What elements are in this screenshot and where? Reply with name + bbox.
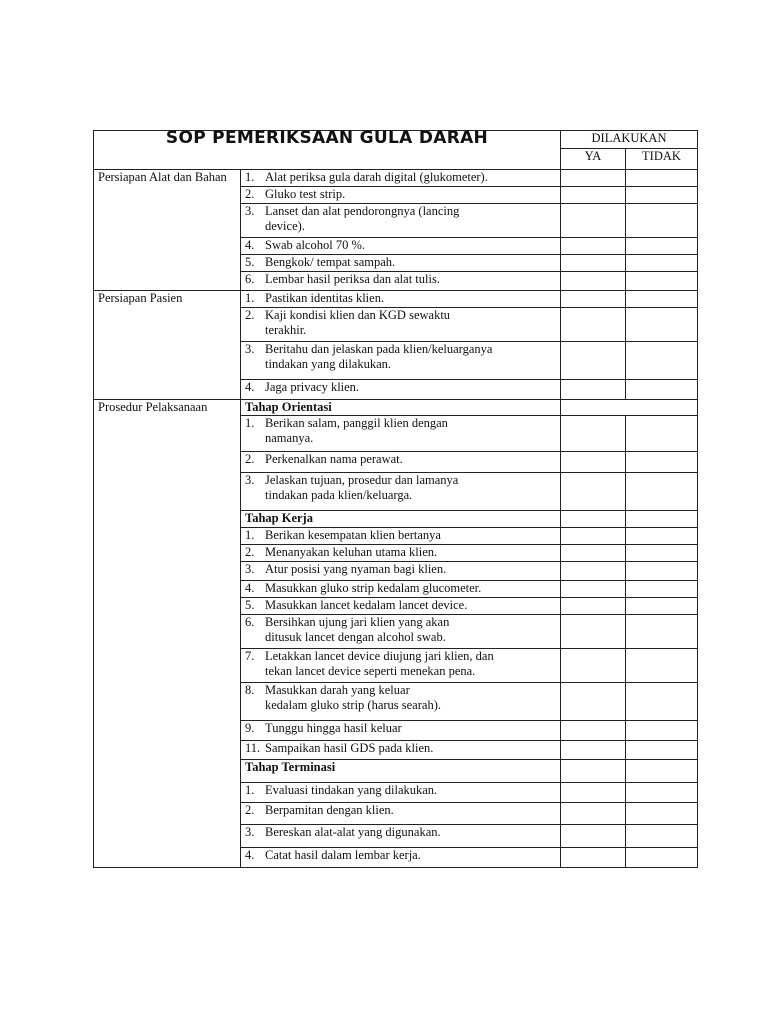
step-number: 3. xyxy=(245,825,255,839)
tidak-checkbox-cell[interactable] xyxy=(626,272,698,291)
ya-checkbox-cell[interactable] xyxy=(561,255,626,272)
step-item xyxy=(241,452,561,473)
step-item xyxy=(241,255,561,272)
step-text: Bengkok/ tempat sampah. xyxy=(265,255,396,269)
tidak-checkbox-cell[interactable] xyxy=(626,581,698,598)
step-text: Alat periksa gula darah digital (glukometer). xyxy=(265,170,488,184)
tidak-checkbox-cell[interactable] xyxy=(626,416,698,452)
ya-checkbox-cell[interactable] xyxy=(561,238,626,255)
tidak-checkbox-cell[interactable] xyxy=(626,615,698,649)
step-text: Pastikan identitas klien. xyxy=(265,291,385,305)
tidak-checkbox-cell[interactable] xyxy=(626,511,698,528)
step-item xyxy=(241,528,561,545)
tidak-checkbox-cell[interactable] xyxy=(626,204,698,238)
ya-checkbox-cell[interactable] xyxy=(561,204,626,238)
ya-checkbox-cell[interactable] xyxy=(561,562,626,581)
ya-checkbox-cell[interactable] xyxy=(561,511,626,528)
tidak-checkbox-cell[interactable] xyxy=(626,825,698,848)
section-label: Persiapan Pasien xyxy=(94,291,241,400)
step-number: 4. xyxy=(245,238,255,252)
step-text: Bersihkan ujung jari klien yang akan xyxy=(265,615,450,629)
ya-checkbox-cell[interactable] xyxy=(561,649,626,683)
step-text: Atur posisi yang nyaman bagi klien. xyxy=(265,562,447,576)
step-number: 1. xyxy=(245,291,255,305)
step-item xyxy=(241,545,561,562)
step-text: Lanset dan alat pendorongnya (lancing xyxy=(265,204,460,218)
step-item xyxy=(241,615,561,649)
step-text: Masukkan lancet kedalam lancet device. xyxy=(265,598,468,612)
ya-checkbox-cell[interactable] xyxy=(561,683,626,721)
tidak-checkbox-cell[interactable] xyxy=(626,741,698,760)
ya-checkbox-cell[interactable] xyxy=(561,848,626,868)
step-number: 4. xyxy=(245,581,255,595)
step-number: 3. xyxy=(245,562,255,576)
ya-checkbox-cell[interactable] xyxy=(561,308,626,342)
tidak-checkbox-cell[interactable] xyxy=(626,803,698,825)
tidak-checkbox-cell[interactable] xyxy=(626,760,698,783)
tidak-checkbox-cell[interactable] xyxy=(626,452,698,473)
step-text: Catat hasil dalam lembar kerja. xyxy=(265,848,421,862)
ya-checkbox-cell[interactable] xyxy=(561,803,626,825)
ya-checkbox-cell[interactable] xyxy=(561,721,626,741)
step-number: 11. xyxy=(245,741,261,755)
phase-heading: Tahap Terminasi xyxy=(241,760,561,783)
tidak-checkbox-cell[interactable] xyxy=(626,598,698,615)
step-text-continued: namanya. xyxy=(265,431,314,445)
checklist-row xyxy=(94,170,698,187)
step-text: Berikan salam, panggil klien dengan xyxy=(265,416,448,430)
tidak-checkbox-cell[interactable] xyxy=(626,562,698,581)
step-number: 1. xyxy=(245,528,255,542)
sop-table xyxy=(93,130,698,868)
step-text-continued: tekan lancet device seperti menekan pena. xyxy=(265,664,476,678)
ya-checkbox-cell[interactable] xyxy=(561,473,626,511)
step-text: Bereskan alat-alat yang digunakan. xyxy=(265,825,441,839)
ya-checkbox-cell[interactable] xyxy=(561,272,626,291)
ya-checkbox-cell[interactable] xyxy=(561,187,626,204)
tidak-checkbox-cell[interactable] xyxy=(626,380,698,400)
phase-row xyxy=(94,400,698,416)
step-item xyxy=(241,170,561,187)
step-number: 5. xyxy=(245,255,255,269)
step-item xyxy=(241,187,561,204)
ya-checkbox-cell[interactable] xyxy=(561,452,626,473)
step-number: 2. xyxy=(245,187,255,201)
tidak-checkbox-cell[interactable] xyxy=(626,308,698,342)
tidak-checkbox-cell[interactable] xyxy=(626,528,698,545)
step-item xyxy=(241,380,561,400)
step-text: Letakkan lancet device diujung jari klien, dan xyxy=(265,649,494,663)
step-item xyxy=(241,272,561,291)
header-row xyxy=(94,131,698,149)
step-item xyxy=(241,204,561,238)
ya-checkbox-cell[interactable] xyxy=(561,825,626,848)
step-number: 3. xyxy=(245,342,255,356)
step-text: Masukkan darah yang keluar xyxy=(265,683,410,697)
step-item xyxy=(241,291,561,308)
step-text-continued: kedalam gluko strip (harus searah). xyxy=(265,698,441,712)
step-text-continued: ditusuk lancet dengan alcohol swab. xyxy=(265,630,446,644)
step-number: 2. xyxy=(245,803,255,817)
step-item xyxy=(241,473,561,511)
ya-checkbox-cell[interactable] xyxy=(561,760,626,783)
ya-checkbox-cell[interactable] xyxy=(561,380,626,400)
step-number: 4. xyxy=(245,848,255,862)
step-text: Tunggu hingga hasil keluar xyxy=(265,721,402,735)
step-number: 9. xyxy=(245,721,255,735)
tidak-checkbox-cell[interactable] xyxy=(626,170,698,187)
tidak-checkbox-cell[interactable] xyxy=(626,473,698,511)
step-text: Beritahu dan jelaskan pada klien/keluarganya xyxy=(265,342,493,356)
step-item xyxy=(241,562,561,581)
step-text: Masukkan gluko strip kedalam glucometer. xyxy=(265,581,482,595)
step-number: 7. xyxy=(245,649,255,663)
ya-header: YA xyxy=(561,149,626,170)
tidak-checkbox-cell[interactable] xyxy=(626,783,698,803)
step-number: 6. xyxy=(245,615,255,629)
ya-checkbox-cell[interactable] xyxy=(561,342,626,380)
step-text-continued: tindakan pada klien/keluarga. xyxy=(265,488,413,502)
phase-check-cell xyxy=(561,400,698,416)
step-item xyxy=(241,416,561,452)
step-item xyxy=(241,825,561,848)
section-label: Prosedur Pelaksanaan xyxy=(94,400,241,868)
step-text: Evaluasi tindakan yang dilakukan. xyxy=(265,783,438,797)
step-text: Jaga privacy klien. xyxy=(265,380,360,394)
ya-checkbox-cell[interactable] xyxy=(561,291,626,308)
step-text: Lembar hasil periksa dan alat tulis. xyxy=(265,272,440,286)
step-text-continued: terakhir. xyxy=(265,323,307,337)
checklist-row xyxy=(94,291,698,308)
step-text-continued: device). xyxy=(265,219,305,233)
phase-heading: Tahap Orientasi xyxy=(241,400,561,416)
step-item xyxy=(241,683,561,721)
step-number: 1. xyxy=(245,170,255,184)
tidak-checkbox-cell[interactable] xyxy=(626,649,698,683)
step-number: 1. xyxy=(245,416,255,430)
step-number: 2. xyxy=(245,452,255,466)
step-item xyxy=(241,342,561,380)
dilakukan-header: DILAKUKAN xyxy=(561,131,698,149)
step-item xyxy=(241,598,561,615)
ya-checkbox-cell[interactable] xyxy=(561,598,626,615)
step-number: 1. xyxy=(245,783,255,797)
step-number: 3. xyxy=(245,473,255,487)
step-item xyxy=(241,308,561,342)
step-text: Berikan kesempatan klien bertanya xyxy=(265,528,441,542)
step-number: 8. xyxy=(245,683,255,697)
step-item xyxy=(241,848,561,868)
ya-checkbox-cell[interactable] xyxy=(561,416,626,452)
step-number: 6. xyxy=(245,272,255,286)
step-text: Gluko test strip. xyxy=(265,187,346,201)
ya-checkbox-cell[interactable] xyxy=(561,581,626,598)
step-text: Jelaskan tujuan, prosedur dan lamanya xyxy=(265,473,459,487)
ya-checkbox-cell[interactable] xyxy=(561,741,626,760)
step-item xyxy=(241,803,561,825)
step-item xyxy=(241,721,561,741)
ya-checkbox-cell[interactable] xyxy=(561,170,626,187)
ya-checkbox-cell[interactable] xyxy=(561,545,626,562)
tidak-checkbox-cell[interactable] xyxy=(626,545,698,562)
ya-checkbox-cell[interactable] xyxy=(561,528,626,545)
step-item xyxy=(241,783,561,803)
step-item xyxy=(241,741,561,760)
step-text: Perkenalkan nama perawat. xyxy=(265,452,403,466)
phase-heading: Tahap Kerja xyxy=(241,511,561,528)
step-text: Berpamitan dengan klien. xyxy=(265,803,394,817)
tidak-checkbox-cell[interactable] xyxy=(626,187,698,204)
tidak-checkbox-cell[interactable] xyxy=(626,238,698,255)
section-label: Persiapan Alat dan Bahan xyxy=(94,170,241,291)
document-title: SOP PEMERIKSAAN GULA DARAH xyxy=(94,131,561,170)
tidak-checkbox-cell[interactable] xyxy=(626,848,698,868)
tidak-header: TIDAK xyxy=(626,149,698,170)
step-text-continued: tindakan yang dilakukan. xyxy=(265,357,392,371)
tidak-checkbox-cell[interactable] xyxy=(626,255,698,272)
tidak-checkbox-cell[interactable] xyxy=(626,683,698,721)
step-item xyxy=(241,649,561,683)
step-number: 2. xyxy=(245,308,255,322)
step-text: Menanyakan keluhan utama klien. xyxy=(265,545,438,559)
step-text: Kaji kondisi klien dan KGD sewaktu xyxy=(265,308,451,322)
step-number: 2. xyxy=(245,545,255,559)
tidak-checkbox-cell[interactable] xyxy=(626,342,698,380)
ya-checkbox-cell[interactable] xyxy=(561,783,626,803)
step-number: 5. xyxy=(245,598,255,612)
ya-checkbox-cell[interactable] xyxy=(561,615,626,649)
step-number: 4. xyxy=(245,380,255,394)
tidak-checkbox-cell[interactable] xyxy=(626,721,698,741)
step-text: Swab alcohol 70 %. xyxy=(265,238,365,252)
step-item xyxy=(241,581,561,598)
tidak-checkbox-cell[interactable] xyxy=(626,291,698,308)
step-number: 3. xyxy=(245,204,255,218)
step-text: Sampaikan hasil GDS pada klien. xyxy=(265,741,434,755)
step-item xyxy=(241,238,561,255)
